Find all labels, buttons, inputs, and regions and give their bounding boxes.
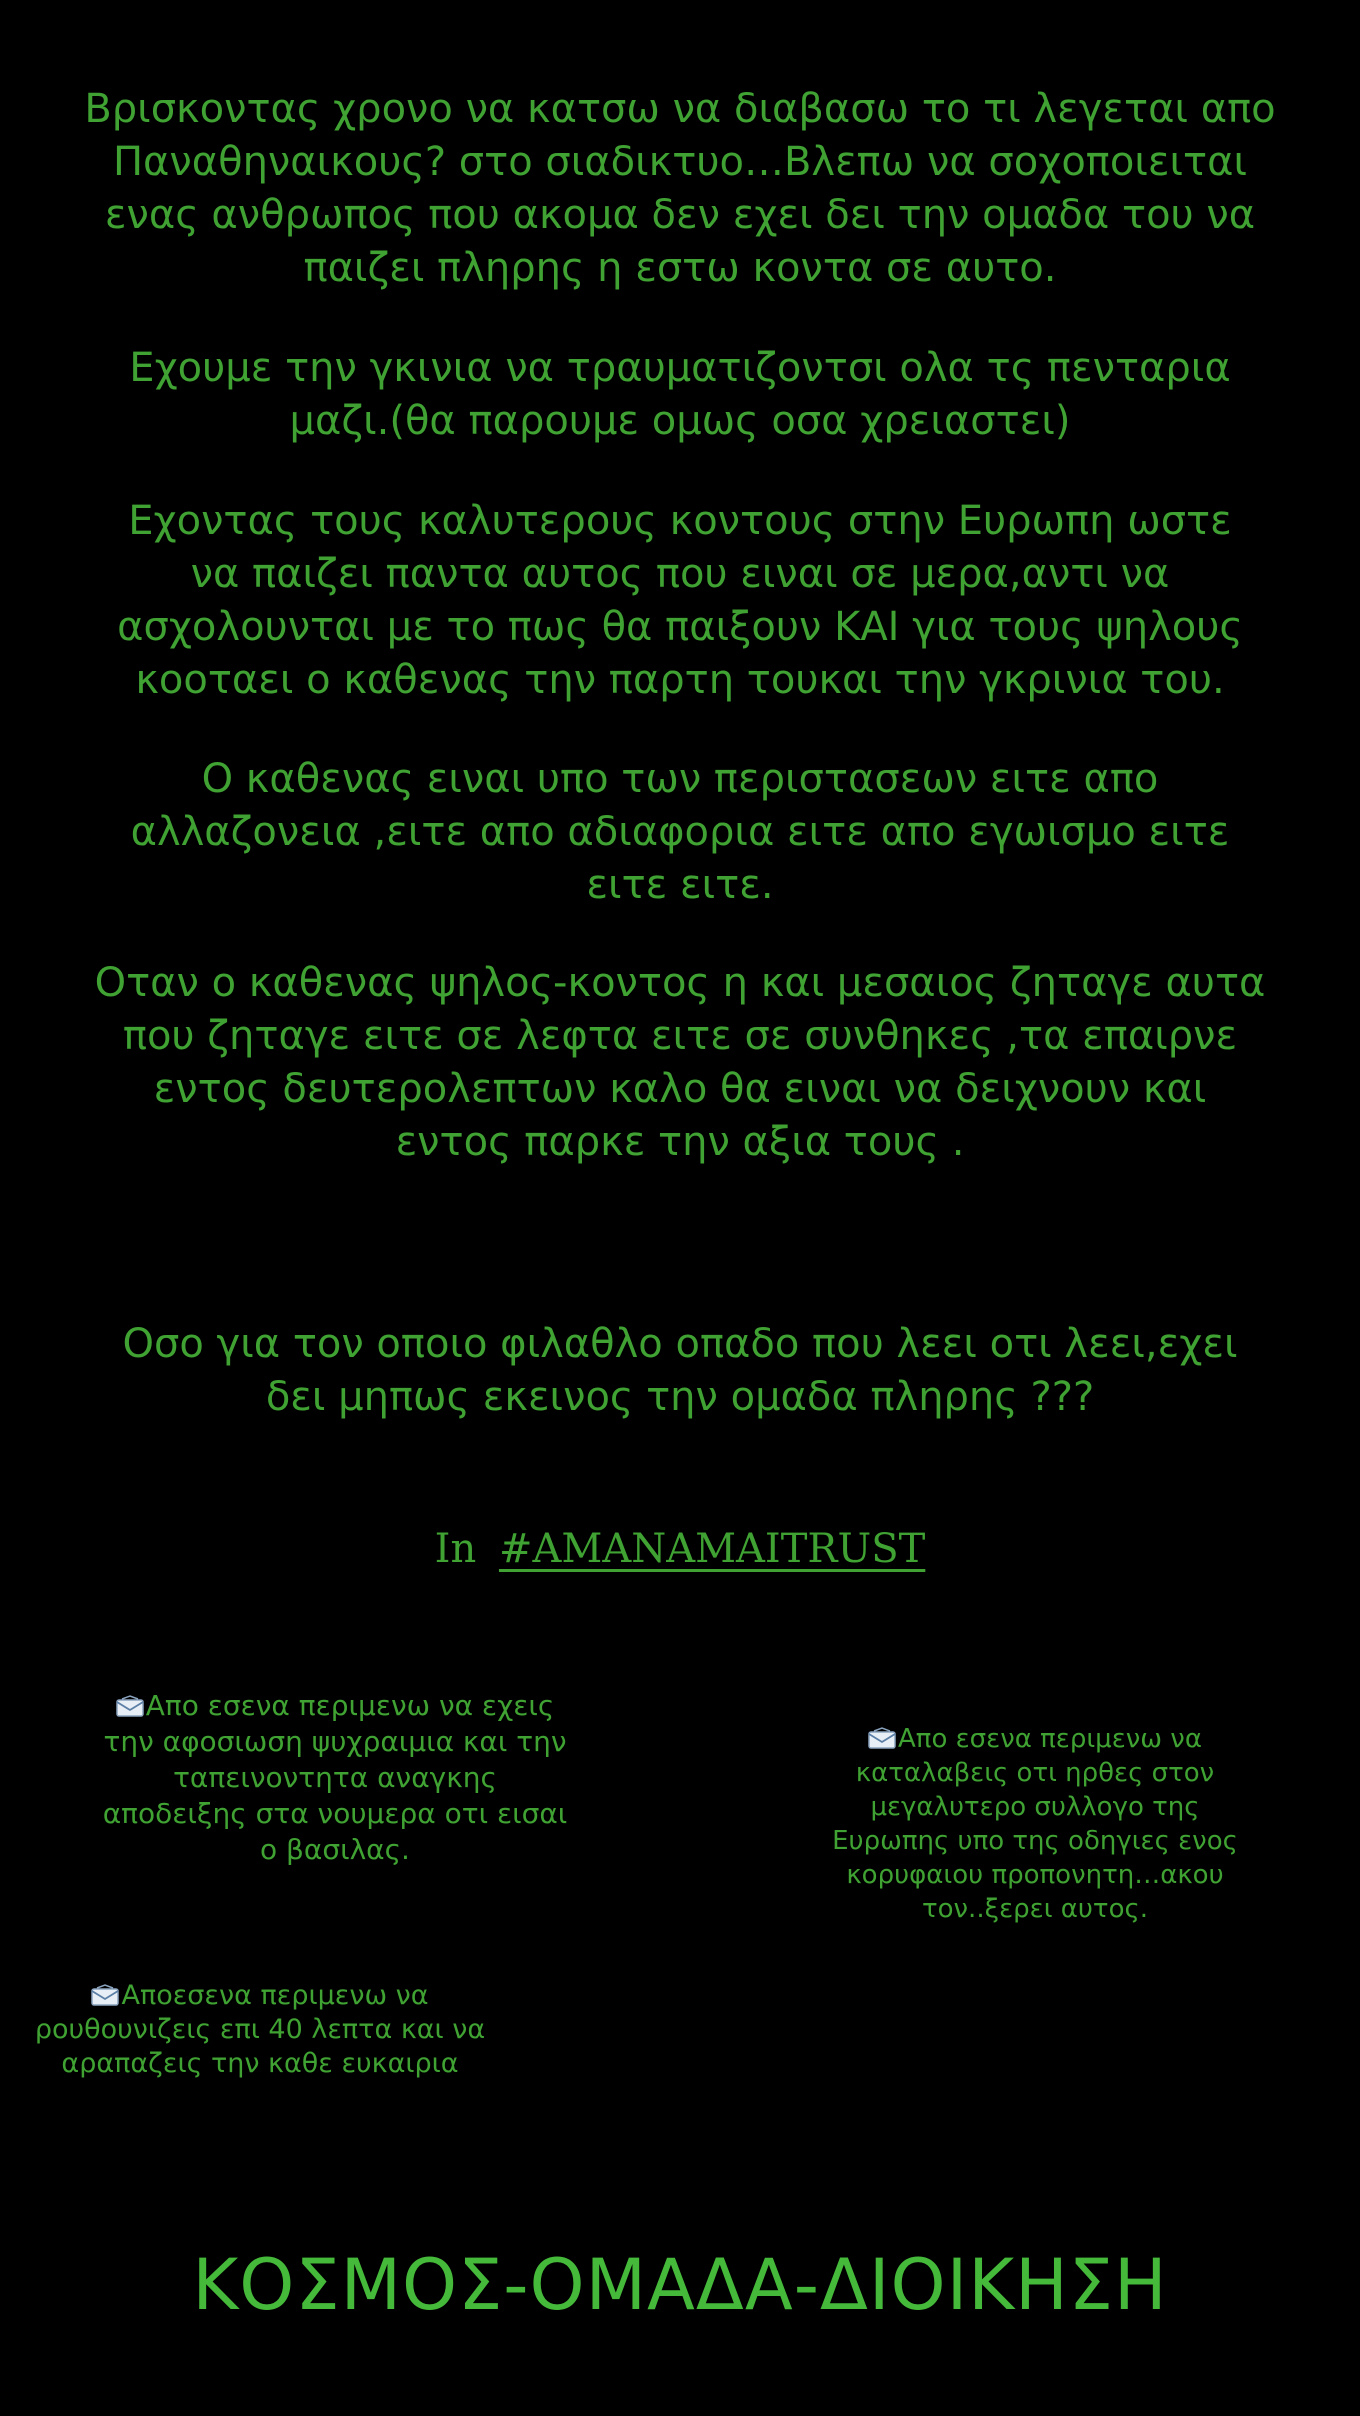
envelope-icon [868, 1724, 896, 1746]
note-right [790, 1722, 1280, 1926]
note-bottom-text: Αποεσενα περιμενω να ρουθουνιζεις επι 40 λεπτα και να αραπαζεις την καθε ευκαιρια [34, 1980, 486, 2079]
envelope-icon [116, 1690, 144, 1712]
story-paragraph-1: Βρισκοντας χρονο να κατσω να διαβασω το τι λεγεται απο Παναθηναικους? στο σιαδικτυο…Βλεπω να σοχοποιειται ενας ανθρωπος που ακομα δεν εχει δει την ομαδα του να παιζει πληρης η εστω κοντα σε αυτο. [84, 86, 1276, 291]
hashtag-prefix: In [434, 1526, 477, 1572]
hashtag-link[interactable]: #AMANAMAITRUST [498, 1526, 926, 1572]
story-paragraph-2: Εχουμε την γκινια να τραυματιζοντσι ολα τς πενταρια μαζι.(θα παρουμε ομως οσα χρειαστει) [129, 345, 1231, 444]
story-paragraph-5: Οταν ο καθενας ψηλος-κοντος η και μεσαιος ζηταγε αυτα που ζηταγε ειτε σε λεφτα ειτε σε συνθηκες ,τα επαιρνε εντος δευτερολεπτων καλο θα ειναι να δειχνουν και εντος παρκε την αξια τους . [94, 960, 1266, 1165]
story-paragraph-6: Οσο για τον οποιο φιλαθλο οπαδο που λεει οτι λεει,εχει δει μηπως εκεινος την ομαδα πληρης ??? [122, 1321, 1238, 1420]
hashtag-line [0, 1522, 1360, 1576]
note-bottom [10, 1979, 510, 2081]
note-right-text: Απο εσενα περιμενω να καταλαβεις οτι ηρθες στον μεγαλυτερο συλλογο της Ευρωπης υπο της οδηγιες ενος κορυφαιου προπονητη…ακου τον..ξερει αυτος. [832, 1724, 1238, 1924]
footer-title: ΚΟΣΜΟΣ-ΟΜΑΔΑ-ΔΙΟΙΚΗΣΗ [192, 2244, 1168, 2326]
story-paragraph-3: Εχοντας τους καλυτερους κοντους στην Ευρωπη ωστε να παιζει παντα αυτος που ειναι σε μερα,αντι να ασχολουνται με το πως θα παιξουν ΚΑΙ για τους ψηλους κοοταει ο καθενας την παρτη τουκαι την γκρινια του. [117, 498, 1243, 703]
envelope-icon [91, 1981, 119, 2003]
note-left [50, 1688, 620, 1868]
story-paragraph-4: Ο καθενας ειναι υπο των περιστασεων ειτε απο αλλαζονεια ,ειτε απο αδιαφορια ειτε απο εγωισμο ειτε ειτε ειτε. [130, 756, 1230, 908]
note-left-text: Απο εσενα περιμενω να εχεις την αφοσιωση ψυχραιμια και την ταπεινοντητα αναγκης αποδειξης στα νουμερα οτι εισαι ο βασιλας. [102, 1689, 568, 1866]
